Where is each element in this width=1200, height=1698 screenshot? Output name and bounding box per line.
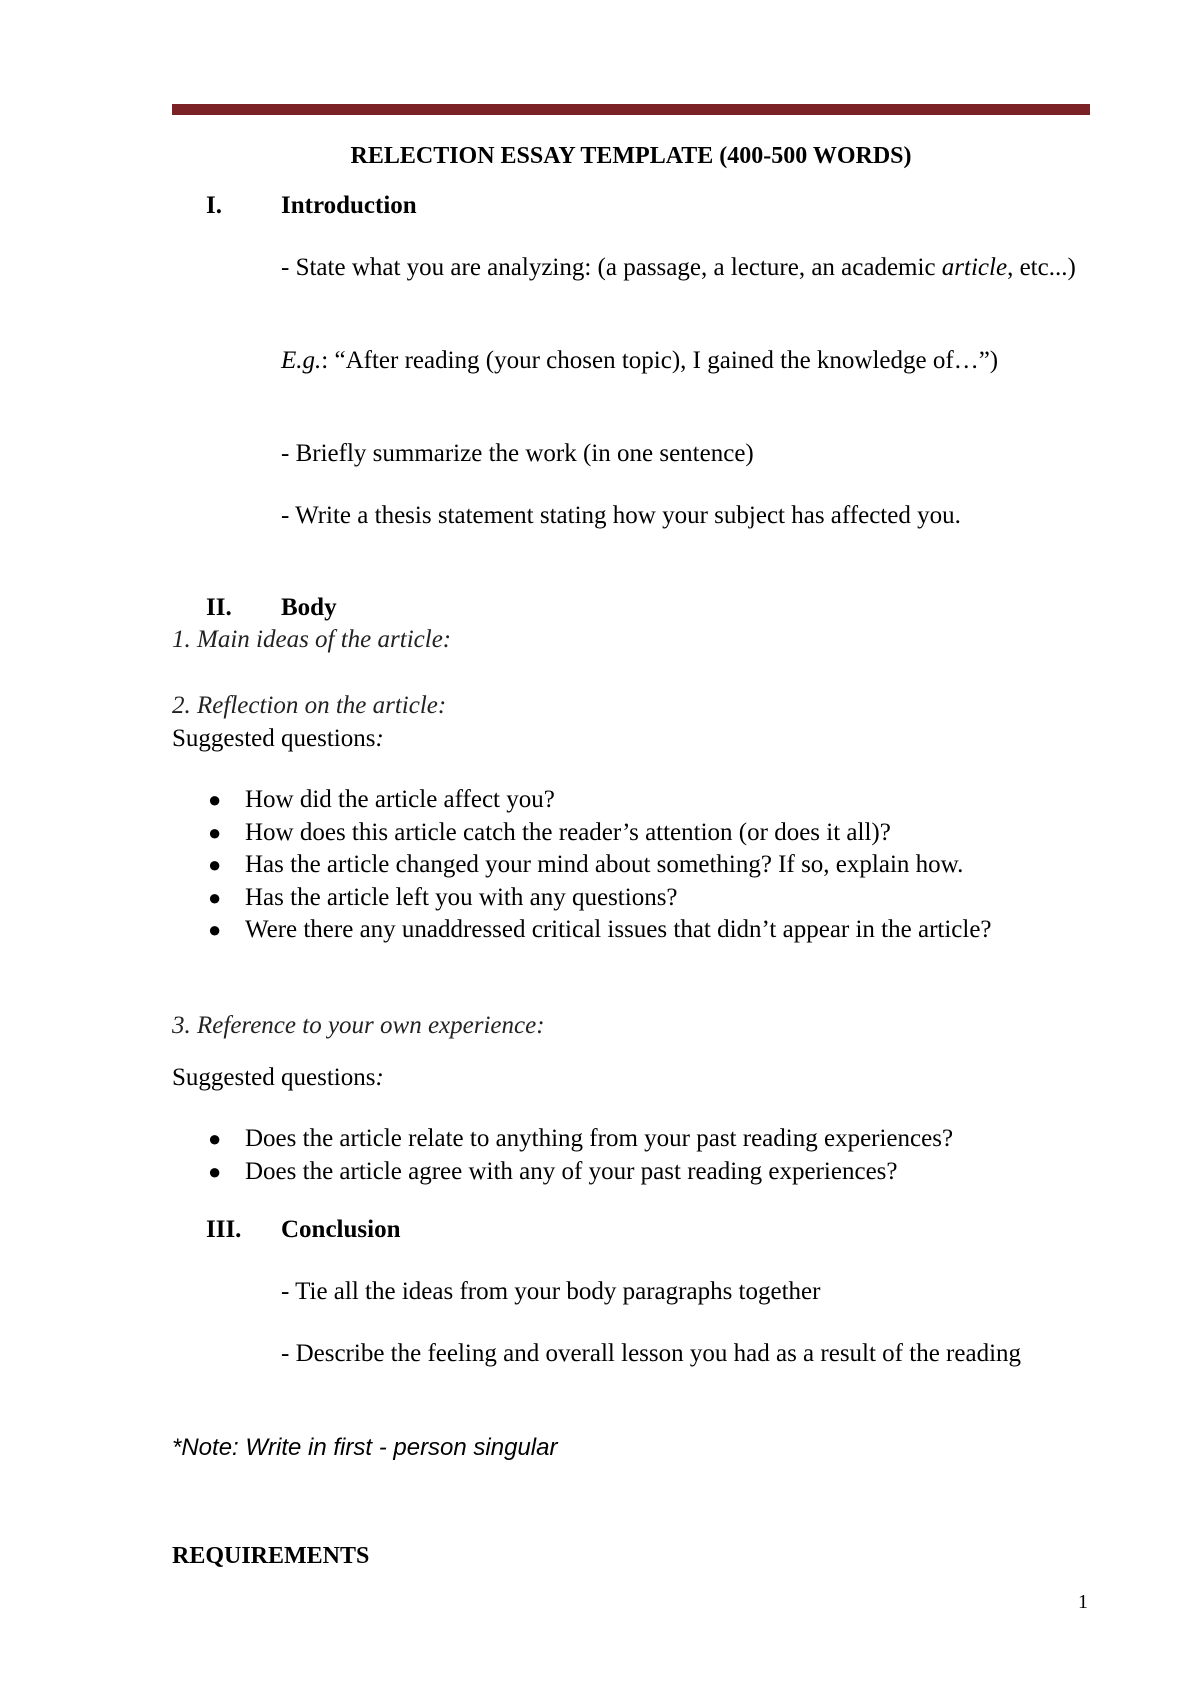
- intro-paragraph-4: - Write a thesis statement stating how your subject has affected you.: [281, 502, 961, 529]
- conclusion-paragraph-1: - Tie all the ideas from your body paragraphs together: [281, 1278, 821, 1305]
- requirements-heading: REQUIREMENTS: [172, 1543, 370, 1569]
- question-list-2: [172, 1123, 1072, 1188]
- question-list-1: [172, 784, 1072, 947]
- section-number-body: II.: [206, 594, 232, 621]
- section-heading-body: Body: [281, 594, 337, 621]
- suggested-questions-text-1: Suggested questions: [172, 725, 376, 752]
- intro-p2-text-b: : “After reading (your chosen topic), I gained the knowledge of…”): [321, 347, 999, 374]
- list-item-text: Does the article agree with any of your past reading experiences?: [245, 1157, 898, 1185]
- section-number-intro: I.: [206, 192, 222, 219]
- intro-p1-text-b: article: [941, 254, 1008, 281]
- suggested-questions-label-1: [172, 723, 384, 755]
- bullet-icon: ●: [208, 884, 222, 910]
- list-item: [172, 1156, 1072, 1189]
- intro-paragraph-1: [281, 252, 1090, 284]
- list-item: [172, 1123, 1072, 1156]
- list-item-text: Were there any unaddressed critical issues that didn’t appear in the article?: [245, 916, 992, 943]
- list-item-text: Does the article relate to anything from your past reading experiences?: [245, 1125, 954, 1152]
- section-heading-conclusion: Conclusion: [281, 1216, 401, 1243]
- intro-p1-text-c: , etc...): [1007, 254, 1076, 281]
- list-item-text: Has the article changed your mind about something? If so, explain how.: [245, 851, 964, 878]
- list-item-text: Has the article left you with any questions?: [245, 883, 678, 911]
- suggested-colon-2: :: [375, 1064, 384, 1091]
- intro-paragraph-3: - Briefly summarize the work (in one sentence): [281, 440, 754, 467]
- body-subheading-2: 2. Reflection on the article:: [172, 692, 447, 719]
- body-subheading-1: 1. Main ideas of the article:: [172, 626, 452, 653]
- bullet-icon: ●: [208, 1126, 222, 1151]
- section-heading-intro: Introduction: [281, 192, 417, 219]
- intro-paragraph-2: [281, 345, 1090, 377]
- conclusion-paragraph-2: - Describe the feeling and overall lesson you had as a result of the reading: [281, 1340, 1022, 1367]
- list-item: [172, 817, 1072, 850]
- document-title: RELECTION ESSAY TEMPLATE (400-500 WORDS): [350, 143, 912, 169]
- list-item: [172, 914, 1005, 947]
- suggested-questions-label-2: [172, 1062, 384, 1094]
- bullet-icon: ●: [208, 917, 222, 942]
- bullet-icon: ●: [208, 787, 222, 812]
- bullet-icon: ●: [208, 852, 222, 877]
- list-item-text: How did the article affect you?: [245, 786, 555, 813]
- note-text: *Note: Write in first - person singular: [172, 1434, 558, 1461]
- section-number-conclusion: III.: [206, 1216, 242, 1243]
- suggested-colon-1: :: [375, 725, 384, 752]
- bullet-icon: ●: [208, 819, 222, 845]
- body-subheading-3: 3. Reference to your own experience:: [172, 1012, 545, 1039]
- page-number: 1: [1078, 1591, 1088, 1613]
- list-item: [172, 784, 1072, 817]
- suggested-questions-text-2: Suggested questions: [172, 1064, 376, 1091]
- list-item: [172, 849, 1072, 882]
- bullet-icon: ●: [208, 1158, 222, 1184]
- header-rule: [172, 104, 1090, 115]
- intro-p1-text-a: - State what you are analyzing: (a passage, a lecture, an academic: [281, 254, 942, 281]
- list-item-text: How does this article catch the reader’s attention (or does it all)?: [245, 818, 891, 846]
- list-item: [172, 882, 1072, 915]
- intro-p2-text-a: E.g.: [281, 347, 322, 374]
